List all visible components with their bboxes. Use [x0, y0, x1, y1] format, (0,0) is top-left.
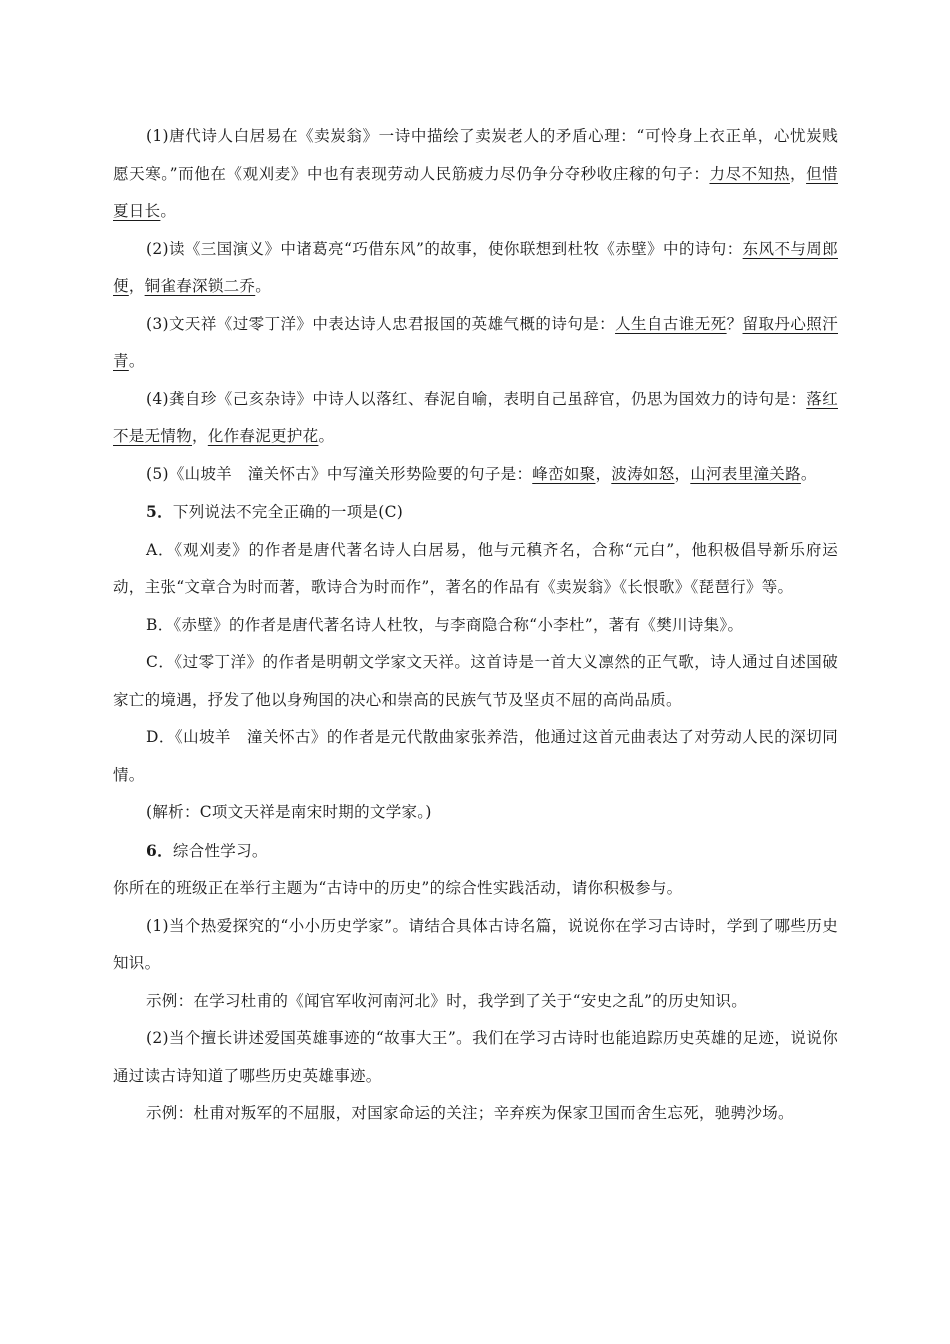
q4-item-2	[113, 231, 838, 306]
punctuation: 。	[128, 352, 145, 370]
answer-underlined: 东风不与周郎便	[113, 239, 838, 295]
q6-sub-question-1: (1)当个热爱探究的“小小历史学家”。请结合具体古诗名篇，说说你在学习古诗时，学到了哪些历史知识。	[113, 916, 838, 972]
punctuation: 。	[160, 202, 177, 220]
answer-underlined: 波涛如怒	[611, 464, 675, 483]
question-text: (5)《山坡羊 潼关怀古》中写潼关形势险要的句子是：	[146, 464, 533, 483]
q5-option-b: B．《赤壁》的作者是唐代著名诗人杜牧，与李商隐合称“小李杜”，著有《樊川诗集》。	[146, 615, 744, 634]
q6-intro: 你所在的班级正在举行主题为“古诗中的历史”的综合性实践活动，请你积极参与。	[113, 879, 683, 897]
q6-sub-question-2: (2)当个擅长讲述爱国英雄事迹的“故事大王”。我们在学习古诗时也能追踪历史英雄的足迹，说说你通过读古诗知道了哪些历史英雄事迹。	[113, 1029, 838, 1085]
q5-option-d: D．《山坡羊 潼关怀古》的作者是元代散曲家张养浩，他通过这首元曲表达了对劳动人民的深切同情。	[113, 728, 838, 784]
punctuation: 。	[255, 277, 272, 295]
question-text: (1)唐代诗人白居易在《卖炭翁》一诗中描绘了卖炭老人的矛盾心理：“可怜身上衣正单，心忧炭贱愿天寒。”而他在《观刈麦》中也有表现劳动人民筋疲力尽仍争分夺秒收庄稼的句子：	[113, 127, 838, 183]
q5-option-c: C．《过零丁洋》的作者是明朝文学家文天祥。这首诗是一首大义凛然的正气歌，诗人通过自述国破家亡的境遇，抒发了他以身殉国的决心和崇高的民族气节及坚贞不屈的高尚品质。	[113, 653, 838, 709]
punctuation: 。	[800, 464, 817, 483]
answer-underlined: 铜雀春深锁二乔	[144, 277, 256, 295]
answer-underlined: 力尽不知热	[709, 164, 790, 183]
punctuation: ，	[192, 427, 208, 445]
q6-stem	[113, 832, 838, 871]
question-text: 下列说法不完全正确的一项是(C)	[172, 503, 404, 521]
q4-item-4	[113, 381, 838, 456]
punctuation: 。	[318, 427, 335, 445]
answer-underlined: 人生自古谁无死	[615, 314, 727, 333]
answer-underlined: 山河表里潼关路	[690, 464, 801, 483]
answer-underlined: 留取丹心照汗青	[113, 314, 838, 370]
question-number: 5．	[146, 502, 173, 521]
punctuation: ，	[128, 277, 145, 295]
answer-underlined: 化作春泥更护花	[207, 427, 319, 445]
question-text: (2)读《三国演义》中诸葛亮“巧借东风”的故事，使你联想到杜牧《赤壁》中的诗句：	[146, 239, 743, 258]
q6-example-1: 示例：在学习杜甫的《闻官军收河南河北》时，我学到了关于“安史之乱”的历史知识。	[146, 991, 748, 1010]
question-text: (4)龚自珍《己亥杂诗》中诗人以落红、春泥自喻，表明自己虽辞官，仍思为国效力的诗句是：	[146, 389, 807, 408]
question-text: (3)文天祥《过零丁洋》中表达诗人忠君报国的英雄气概的诗句是：	[146, 314, 616, 333]
q5-analysis: (解析：C项文天祥是南宋时期的文学家。)	[146, 803, 432, 821]
punctuation: ，	[789, 164, 807, 183]
answer-underlined: 但惜夏日长	[113, 164, 838, 220]
document-page	[113, 118, 838, 1133]
punctuation: ，	[595, 464, 612, 483]
answer-underlined: 峰峦如聚	[532, 464, 596, 483]
punctuation: ，	[674, 464, 691, 483]
q4-item-1	[113, 118, 838, 231]
q4-item-3	[113, 306, 838, 381]
q5-stem	[113, 493, 838, 532]
q4-item-5	[113, 456, 838, 494]
question-number: 6．	[146, 840, 173, 860]
q5-option-a: A．《观刈麦》的作者是唐代著名诗人白居易，他与元稹齐名，合称“元白”，他积极倡导新乐府运动，主张“文章合为时而著，歌诗合为时而作”，著名的作品有《卖炭翁》《长恨歌》《琵琶行》等。	[113, 540, 838, 596]
punctuation: ？	[726, 314, 743, 333]
q6-example-2: 示例：杜甫对叛军的不屈服，对国家命运的关注；辛弃疾为保家卫国而舍生忘死，驰骋沙场。	[146, 1104, 794, 1122]
answer-underlined: 落红不是无情物	[113, 389, 838, 445]
question-text: 综合性学习。	[172, 841, 268, 860]
